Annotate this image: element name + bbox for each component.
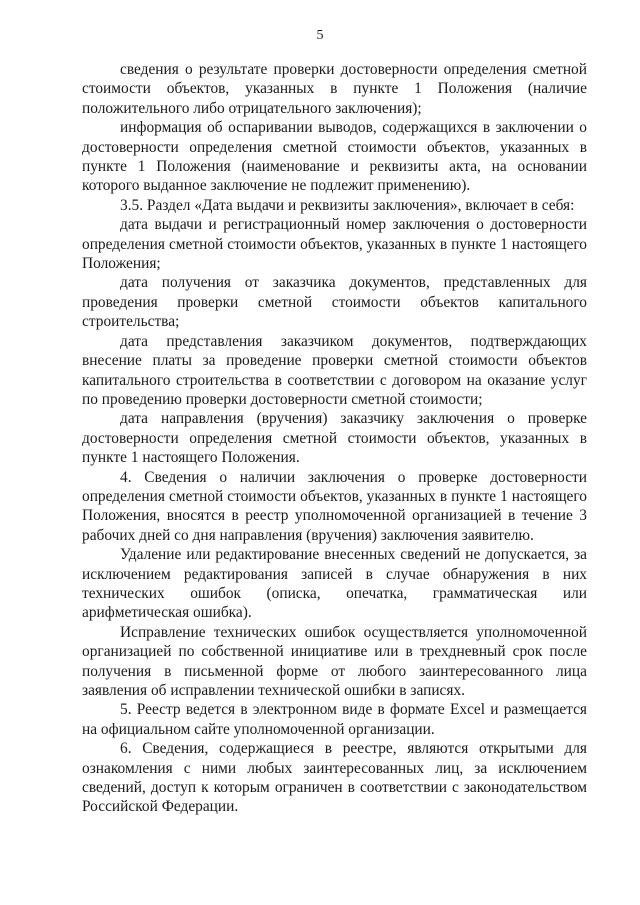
paragraph-dispute-info: информация об оспаривании выводов, содержащихся в заключении о достоверности определения сметной стоимости объектов, указанных в пункте 1 Положения (наименование и реквизиты акта, на основании которого выданное заключение не подлежит применению).	[82, 119, 587, 195]
paragraph-verification-result: сведения о результате проверки достоверности определения сметной стоимости объектов, указанных в пункте 1 Положения (наличие положительного либо отрицательного заключения);	[82, 61, 587, 117]
page-number: 5	[316, 28, 324, 43]
paragraph-item-6: 6. Сведения, содержащиеся в реестре, являются открытыми для ознакомления с ними любых заинтересованных лиц, за исключением сведений, доступ к которым ограничен в соответствии с законодательством Российской Федерации.	[82, 740, 587, 816]
paragraph-no-editing: Удаление или редактирование внесенных сведений не допускается, за исключением редактирования записей в случае обнаружения в них технических ошибок (описка, опечатка, грамматическая или арифметическая ошибка).	[82, 546, 587, 622]
document-body	[82, 60, 587, 817]
paragraph-receipt-date: дата получения от заказчика документов, представленных для проведения проверки сметной стоимости объектов капитального строительства;	[82, 274, 587, 331]
paragraph-delivery-date: дата направления (вручения) заказчику заключения о проверке достоверности определения сметной стоимости объектов, указанных в пункте 1 настоящего Положения.	[82, 410, 587, 467]
paragraph-item-5: 5. Реестр ведется в электронном виде в формате Excel и размещается на официальном сайте уполномоченной организации.	[82, 701, 587, 738]
paragraph-section-3-5: 3.5. Раздел «Дата выдачи и реквизиты заключения», включает в себя:	[120, 196, 575, 214]
paragraph-error-correction: Исправление технических ошибок осуществляется уполномоченной организацией по собственной инициативе или в трехдневный срок после получения в письменной форме от любого заинтересованного лица заявления об исправлении технической ошибки в записях.	[82, 623, 587, 699]
paragraph-issue-date: дата выдачи и регистрационный номер заключения о достоверности определения сметной стоимости объектов, указанных в пункте 1 настоящего Положения;	[82, 216, 587, 273]
paragraph-payment-date: дата представления заказчиком документов, подтверждающих внесение платы за проведение проверки сметной стоимости объектов капитального строительства в соответствии с договором на оказание услуг по проведению проверки достоверности сметной стоимости;	[82, 332, 587, 408]
paragraph-item-4: 4. Сведения о наличии заключения о проверке достоверности определения сметной стоимости объектов, указанных в пункте 1 настоящего Положения, вносятся в реестр уполномоченной организацией в течение 3 рабочих дней со дня направления (вручения) заключения заявителю.	[82, 468, 587, 544]
